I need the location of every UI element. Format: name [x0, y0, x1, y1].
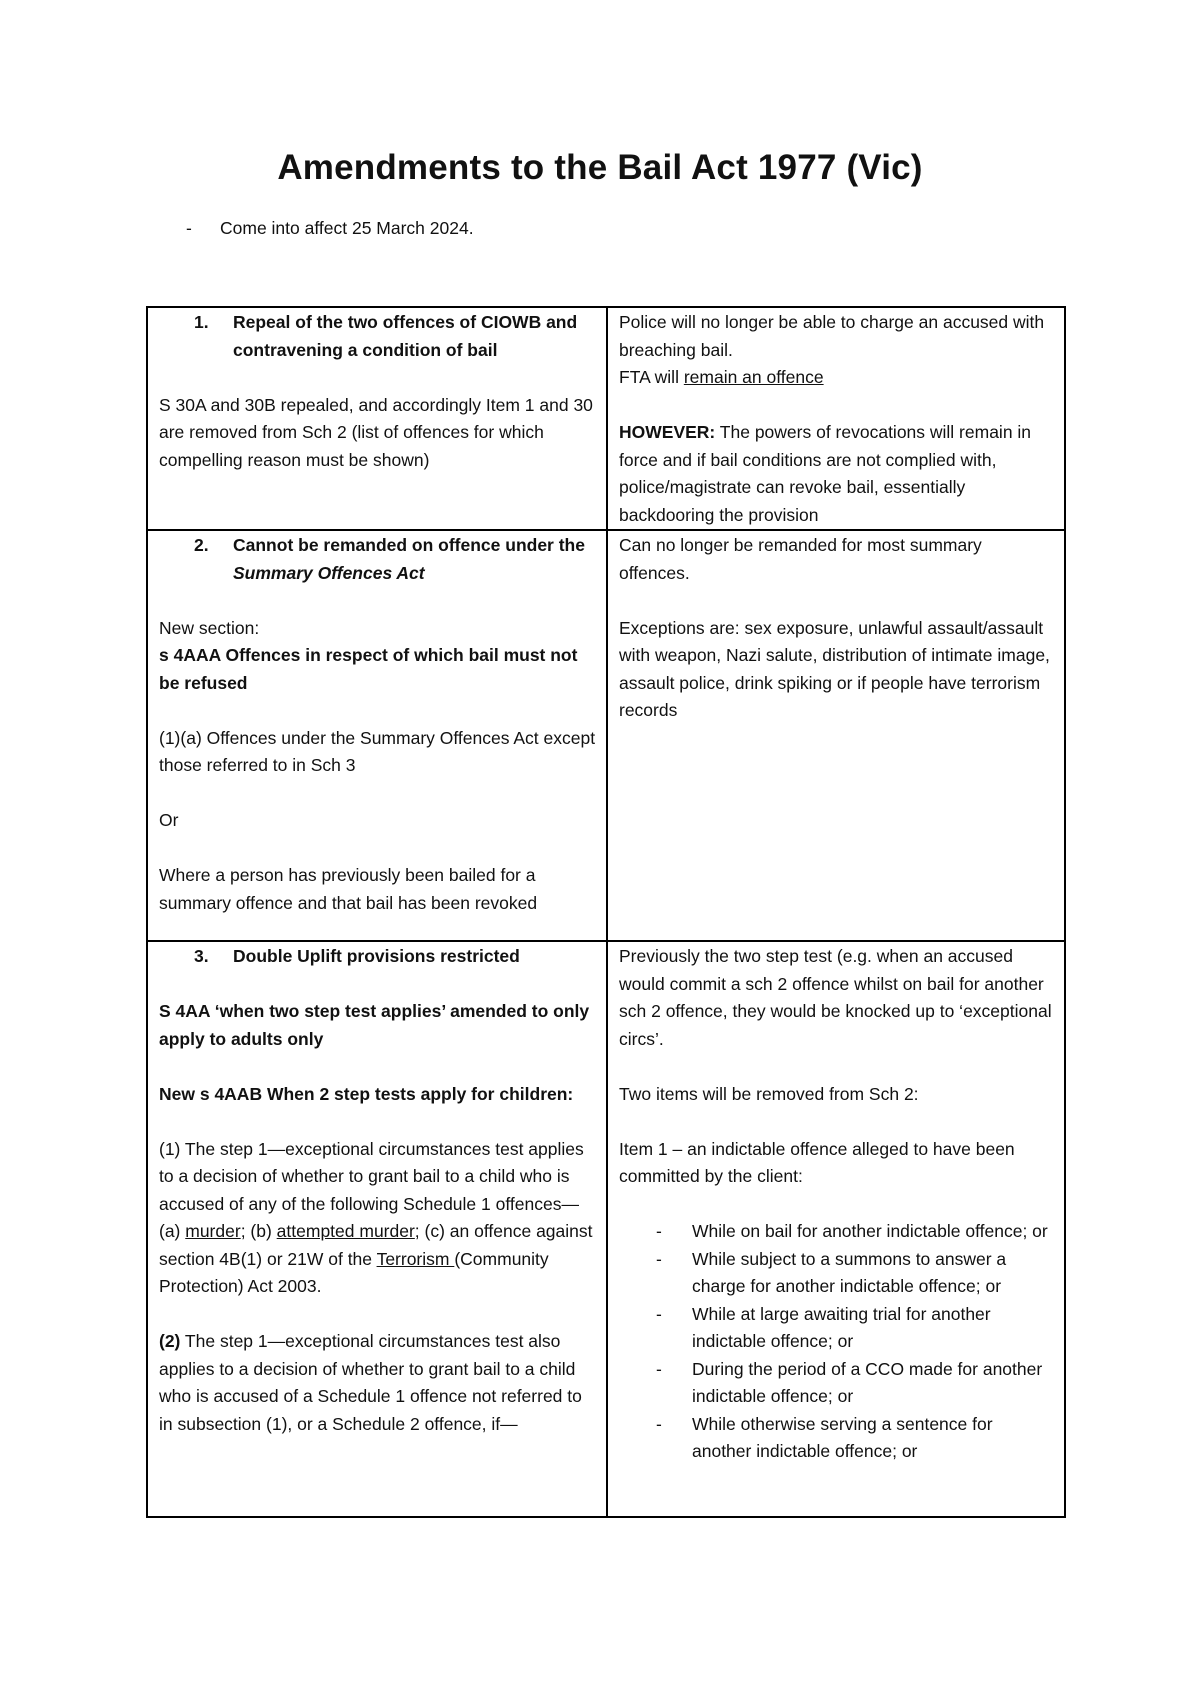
- row2-right-p1: Can no longer be remanded for most summary offences.: [619, 535, 982, 583]
- list-item-text: While at large awaiting trial for another indictable offence; or: [692, 1303, 991, 1351]
- row1-right-p1: Police will no longer be able to charge an accused with breaching bail.: [619, 312, 1045, 360]
- row3-item-list: [619, 1218, 1054, 1466]
- bullet-dash: -: [656, 1221, 662, 1241]
- row1-heading: [159, 309, 596, 364]
- bullet-dash: -: [186, 218, 192, 238]
- row2-heading-prefix: Cannot be remanded on offence under the: [233, 535, 585, 555]
- row3-list-c-text: ; (c) an offence against section 4B(1) or 21W of the: [159, 1221, 593, 1269]
- row3-new-section: New s 4AAB When 2 step tests apply for children:: [159, 1083, 574, 1104]
- list-item-text: During the period of a CCO made for another indictable offence; or: [692, 1358, 1043, 1406]
- bullet-dash: -: [656, 1413, 662, 1434]
- row2-where: Where a person has previously been bailed for a summary offence and that bail has been revoked: [159, 865, 538, 913]
- bullet-dash: -: [656, 1303, 662, 1324]
- row3-s1-number: (1): [159, 1138, 181, 1159]
- row1-number: 1.: [194, 312, 209, 332]
- row2-section-title: s 4AAA Offences in respect of which bail must not be refused: [159, 645, 578, 693]
- row2-left-cell: [147, 530, 607, 941]
- list-item-text: While on bail for another indictable offence; or: [692, 1221, 1048, 1241]
- row3-list-c-end: (Community Protection) Act 2003.: [159, 1248, 549, 1296]
- row2-new-section: New section:: [159, 617, 260, 638]
- row3-heading: [159, 943, 596, 971]
- row1-right-p2: [619, 364, 1054, 392]
- intro-text: Come into affect 25 March 2024.: [220, 218, 474, 238]
- row3-s2-text: The step 1—exceptional circumstances test also applies to a decision of whether to grant bail to a child who is accused of a Schedule 1 offence not referred to in subsection (1), or a Schedule 2 offence, if—: [159, 1331, 582, 1434]
- list-item-text: While subject to a summons to answer a charge for another indictable offence; or: [692, 1248, 1007, 1296]
- list-item: [619, 1356, 1054, 1411]
- row3-list-a-murder: murder: [185, 1221, 241, 1241]
- bullet-dash: -: [656, 1248, 662, 1269]
- row3-subsection-1: [159, 1136, 596, 1219]
- row2-or: Or: [159, 810, 179, 830]
- row1-heading-text: Repeal of the two offences of CIOWB and contravening a condition of bail: [233, 312, 578, 360]
- row3-number: 3.: [194, 946, 209, 966]
- row1-left-body: S 30A and 30B repealed, and accordingly Item 1 and 30 are removed from Sch 2 (list of offences for which compelling reason must be shown): [159, 394, 593, 470]
- list-item-text: While otherwise serving a sentence for another indictable offence; or: [692, 1413, 993, 1461]
- row3-list-c-terrorism: Terrorism: [376, 1248, 455, 1269]
- row1-fta-underlined: remain an offence: [683, 367, 824, 387]
- row2-number: 2.: [194, 535, 209, 555]
- list-item: [619, 1411, 1054, 1466]
- bullet-dash: -: [656, 1358, 662, 1379]
- row3-right-p2: Two items will be removed from Sch 2:: [619, 1083, 919, 1104]
- row3-right-p3: Item 1 – an indictable offence alleged to have been committed by the client:: [619, 1138, 1015, 1186]
- row3-s2-number: (2): [159, 1331, 181, 1351]
- row1-left-cell: [147, 307, 607, 530]
- row2-heading: [159, 532, 596, 587]
- table-row: [147, 941, 1065, 1517]
- row3-subsection-2: [159, 1328, 596, 1438]
- table-row: [147, 530, 1065, 941]
- list-item: [619, 1301, 1054, 1356]
- row1-right-p3: [619, 419, 1054, 529]
- row3-heading-text: Double Uplift provisions restricted: [233, 946, 520, 966]
- row3-offence-list: [159, 1218, 596, 1301]
- amendments-table: [146, 306, 1066, 1518]
- row3-list-b-attempted: attempted murder: [276, 1221, 415, 1241]
- row1-fta-prefix: FTA will: [619, 367, 684, 387]
- row3-left-cell: [147, 941, 607, 1517]
- row1-right-cell: [607, 307, 1065, 530]
- row2-right-p2: Exceptions are: sex exposure, unlawful assault/assault with weapon, Nazi salute, distribution of intimate image, assault police, drink spiking or if people have terrorism records: [619, 617, 1050, 720]
- row1-however-text: The powers of revocations will remain in force and if bail conditions are not complied with, police/magistrate can revoke bail, essentially backdooring the provision: [619, 422, 1032, 525]
- list-item: [619, 1218, 1054, 1246]
- row1-however-label: HOWEVER:: [619, 422, 716, 442]
- row3-right-cell: [607, 941, 1065, 1517]
- row3-right-p1: Previously the two step test (e.g. when an accused would commit a sch 2 offence whilst on bail for another sch 2 offence, they would be knocked up to ‘exceptional circs’.: [619, 946, 1052, 1049]
- row3-s1-text: The step 1—exceptional circumstances test applies to a decision of whether to grant bail to a child who is accused of any of the following Schedule 1 offences—: [159, 1138, 584, 1214]
- row3-list-a-label: (a): [159, 1221, 186, 1241]
- row2-subsection: (1)(a) Offences under the Summary Offences Act except those referred to in Sch 3: [159, 727, 596, 775]
- row3-list-b-label: ; (b): [240, 1221, 277, 1241]
- row3-amend: S 4AA ‘when two step test applies’ amended to only apply to adults only: [159, 1001, 590, 1049]
- list-item: [619, 1246, 1054, 1301]
- table-row: [147, 307, 1065, 530]
- row2-heading-italic: Summary Offences Act: [233, 562, 425, 583]
- row2-right-cell: [607, 530, 1065, 941]
- page-title: Amendments to the Bail Act 1977 (Vic): [277, 148, 923, 187]
